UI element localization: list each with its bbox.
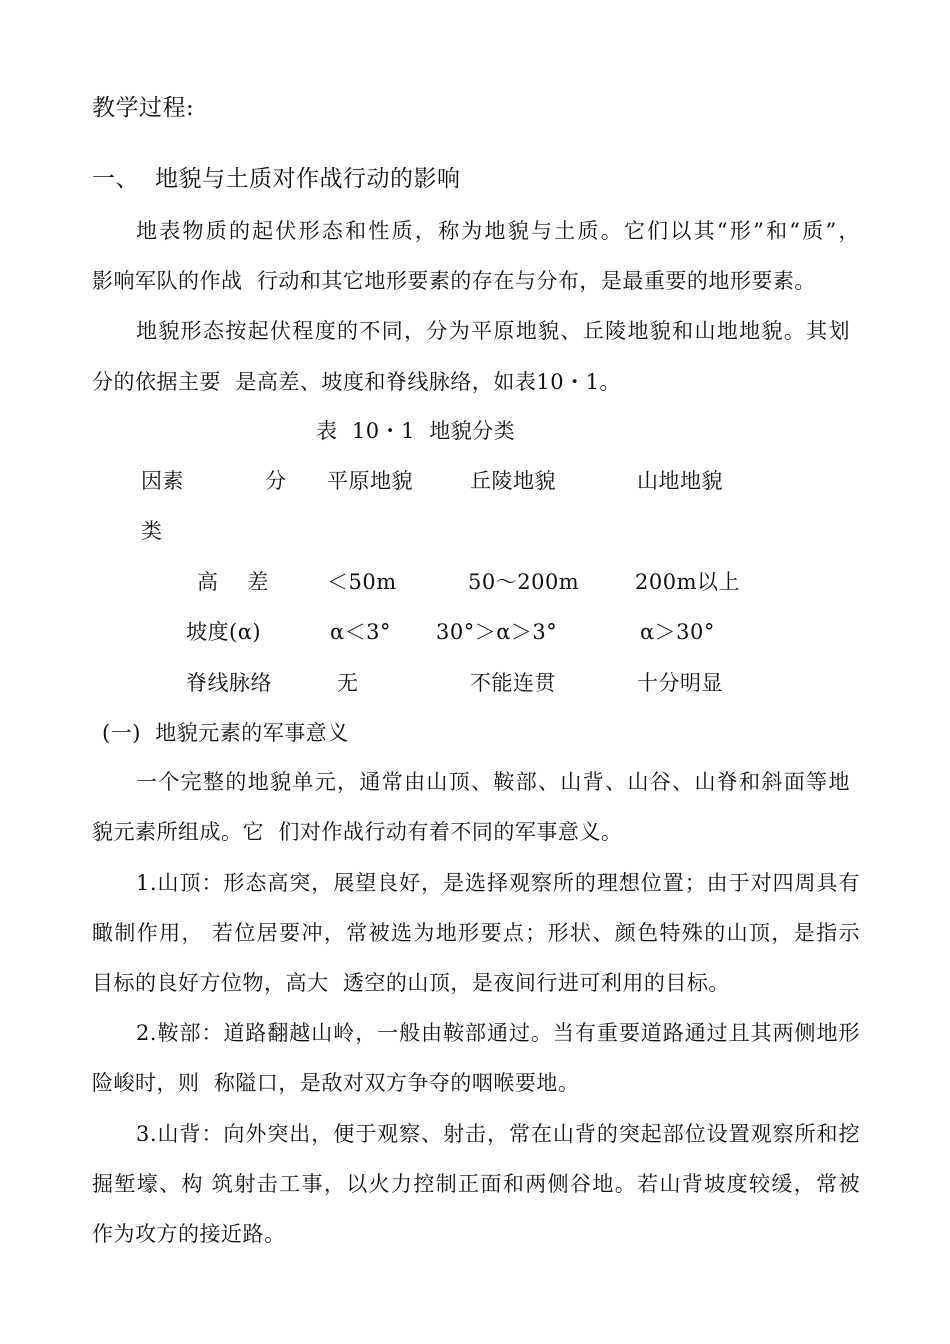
table-row-label: 坡度(α) [186, 620, 262, 644]
paragraph-line: 貌元素所组成。它 们对作战行动有着不同的军事意义。 [92, 820, 623, 844]
table-cell: 无 [337, 671, 359, 695]
table-cell: 200m以上 [635, 570, 740, 594]
table-cell: 十分明显 [637, 671, 723, 695]
paragraph-line: 3.山背：向外突出，便于观察、射击，常在山背的突起部位设置观察所和挖 [136, 1122, 860, 1146]
table-header-factor: 因素 [141, 469, 184, 493]
table-header-mountain: 山地地貌 [637, 469, 723, 493]
table-row-label: 高 差 [197, 570, 269, 594]
paragraph-line: 掘堑壕、构 筑射击工事，以火力控制正面和两侧谷地。若山背坡度较缓，常被 [92, 1172, 860, 1196]
table-cell: α＜3° [330, 620, 392, 644]
table-header-hill: 丘陵地貌 [470, 469, 556, 493]
section-number: 一、 [92, 166, 139, 192]
table-header-plain: 平原地貌 [327, 469, 413, 493]
paragraph-line: 瞰制作用， 若位居要冲，常被选为地形要点；形状、颜色特殊的山顶，是指示 [92, 921, 860, 945]
table-row-label: 脊线脉络 [186, 671, 272, 695]
paragraph-line: 地表物质的起伏形态和性质，称为地貌与土质。它们以其“形”和“质”， [136, 219, 860, 243]
paragraph-line: 险峻时，则 称隘口，是敌对双方争夺的咽喉要地。 [92, 1071, 580, 1095]
paragraph-line: 地貌形态按起伏程度的不同，分为平原地貌、丘陵地貌和山地地貌。其划 [136, 319, 850, 343]
table-cell: ＜50m [327, 570, 397, 594]
section-title: 地貌与土质对作战行动的影响 [155, 166, 461, 192]
subsection-title: (一) 地貌元素的军事意义 [102, 721, 349, 745]
table-cell: 不能连贯 [470, 671, 556, 695]
table-caption: 表 10・1 地貌分类 [316, 419, 516, 443]
table-header-fen: 分 [265, 469, 287, 493]
paragraph-line: 2.鞍部：道路翻越山岭，一般由鞍部通过。当有重要道路通过且其两侧地形 [136, 1021, 860, 1045]
paragraph-line: 影响军队的作战 行动和其它地形要素的存在与分布，是最重要的地形要素。 [92, 269, 816, 293]
paragraph-line: 1.山顶：形态高突，展望良好，是选择观察所的理想位置；由于对四周具有 [136, 871, 860, 895]
table-cell: 30°＞α＞3° [436, 620, 558, 644]
paragraph-line: 分的依据主要 是高差、坡度和脊线脉络，如表10・1。 [92, 370, 621, 394]
paragraph-line: 一个完整的地貌单元，通常由山顶、鞍部、山背、山谷、山脊和斜面等地 [136, 770, 850, 794]
table-cell: α＞30° [640, 620, 715, 644]
table-cell: 50～200m [468, 570, 580, 594]
table-header-lei: 类 [141, 519, 163, 543]
paragraph-line: 作为攻方的接近路。 [92, 1222, 286, 1246]
paragraph-line: 目标的良好方位物，高大 透空的山顶，是夜间行进可利用的目标。 [92, 971, 730, 995]
page-heading: 教学过程: [92, 95, 195, 121]
